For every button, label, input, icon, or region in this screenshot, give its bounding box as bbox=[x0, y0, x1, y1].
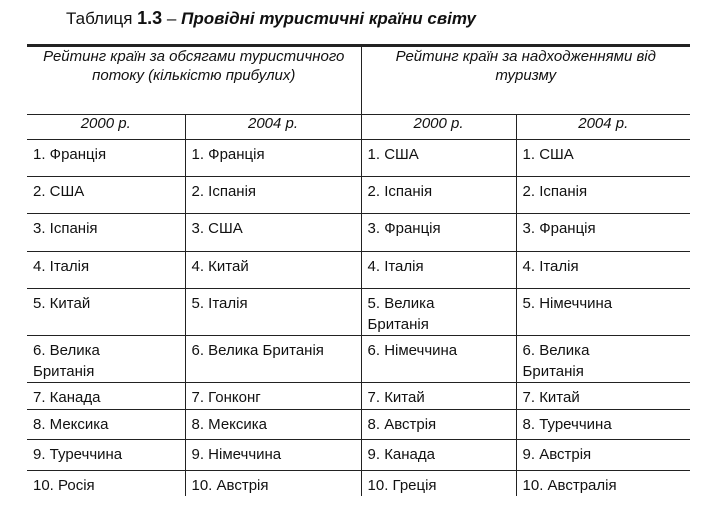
table-cell: 5. Велика Британія bbox=[361, 289, 516, 336]
table-cell: 7. Китай bbox=[516, 383, 690, 410]
table-cell: 2. Іспанія bbox=[185, 177, 361, 214]
table-cell: 5. Італія bbox=[185, 289, 361, 336]
table-row bbox=[27, 440, 690, 471]
table-cell: 4. Італія bbox=[516, 252, 690, 289]
table-cell: 7. Гонконг bbox=[185, 383, 361, 410]
table-row bbox=[27, 177, 690, 214]
table-row bbox=[27, 252, 690, 289]
table-cell: 2. США bbox=[27, 177, 185, 214]
table-cell: 10. Греція bbox=[361, 471, 516, 497]
caption-prefix: Таблиця bbox=[66, 9, 133, 28]
table-cell: 6. Велика Британія bbox=[27, 336, 185, 383]
header-arrivals-rating: Рейтинг країн за обсягами туристичного потоку (кількістю прибулих) bbox=[27, 46, 361, 115]
tourism-countries-table bbox=[27, 44, 690, 496]
table-cell: 8. Австрія bbox=[361, 410, 516, 440]
table-cell: 1. США bbox=[361, 140, 516, 177]
table-cell: 5. Німеччина bbox=[516, 289, 690, 336]
table-cell: 7. Канада bbox=[27, 383, 185, 410]
caption-number: 1.3 bbox=[137, 8, 163, 28]
table-cell: 9. Німеччина bbox=[185, 440, 361, 471]
table-row bbox=[27, 214, 690, 252]
table-cell: 10. Росія bbox=[27, 471, 185, 497]
table-cell: 8. Мексика bbox=[27, 410, 185, 440]
table-cell: 5. Китай bbox=[27, 289, 185, 336]
table-cell: 9. Туреччина bbox=[27, 440, 185, 471]
header-receipts-rating: Рейтинг країн за надходженнями від туризму bbox=[361, 46, 690, 115]
table-cell: 1. Франція bbox=[185, 140, 361, 177]
table-cell: 3. Франція bbox=[516, 214, 690, 252]
table-row bbox=[27, 410, 690, 440]
year-header: 2000 р. bbox=[361, 115, 516, 140]
table-cell: 3. США bbox=[185, 214, 361, 252]
table-row bbox=[27, 383, 690, 410]
year-header: 2000 р. bbox=[27, 115, 185, 140]
table-cell: 6. Німеччина bbox=[361, 336, 516, 383]
table-cell: 10. Австралія bbox=[516, 471, 690, 497]
table-row bbox=[27, 140, 690, 177]
table-cell: 4. Китай bbox=[185, 252, 361, 289]
group-header-row bbox=[27, 46, 690, 115]
table-caption bbox=[66, 8, 476, 29]
table-cell: 10. Австрія bbox=[185, 471, 361, 497]
table-cell: 4. Італія bbox=[27, 252, 185, 289]
table-cell: 6. Велика Британія bbox=[185, 336, 361, 383]
table-cell: 2. Іспанія bbox=[516, 177, 690, 214]
table-cell: 4. Італія bbox=[361, 252, 516, 289]
year-header: 2004 р. bbox=[516, 115, 690, 140]
table-cell: 9. Канада bbox=[361, 440, 516, 471]
table-cell: 8. Мексика bbox=[185, 410, 361, 440]
table-cell: 1. США bbox=[516, 140, 690, 177]
table-row bbox=[27, 336, 690, 383]
table-cell: 8. Туреччина bbox=[516, 410, 690, 440]
year-header-row bbox=[27, 115, 690, 140]
table-cell: 3. Франція bbox=[361, 214, 516, 252]
table-cell: 7. Китай bbox=[361, 383, 516, 410]
table-row bbox=[27, 289, 690, 336]
table-row bbox=[27, 471, 690, 497]
table-cell: 3. Іспанія bbox=[27, 214, 185, 252]
table-cell: 9. Австрія bbox=[516, 440, 690, 471]
year-header: 2004 р. bbox=[185, 115, 361, 140]
table-cell: 2. Іспанія bbox=[361, 177, 516, 214]
caption-title: Провідні туристичні країни світу bbox=[181, 9, 476, 28]
caption-dash: – bbox=[166, 9, 177, 28]
table-cell: 1. Франція bbox=[27, 140, 185, 177]
table-cell: 6. Велика Британія bbox=[516, 336, 690, 383]
